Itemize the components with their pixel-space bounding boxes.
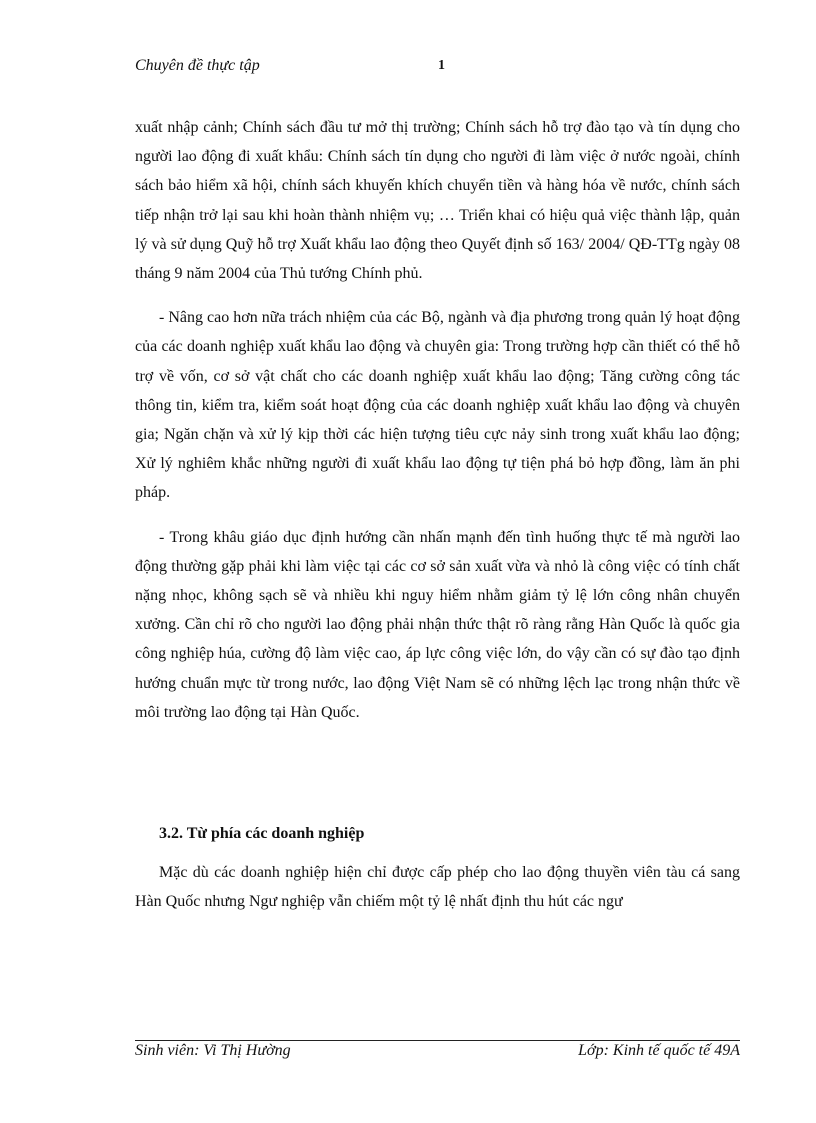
footer-student: Sinh viên: Vi Thị Hường	[135, 1042, 291, 1059]
section-heading: 3.2. Từ phía các doanh nghiệp	[159, 825, 365, 843]
header-title: Chuyên đề thực tập	[135, 57, 260, 74]
paragraph: - Trong khâu giáo dục định hướng cần nhấn mạnh đến tình huống thực tế mà người lao động thường gặp phải khi làm việc tại các cơ sở sản xuất vừa và nhỏ là công việc có tính chất nặng nhọc, không sạch sẽ và nhiều khi nguy hiểm nhằm giảm tỷ lệ lớn công nhân chuyển xưởng. Cần chỉ rõ cho người lao động phải nhận thức thật rõ ràng rằng Hàn Quốc là quốc gia công nghiệp húa, cường độ làm việc cao, áp lực công việc lớn, do vậy cần có sự đào tạo định hướng chuẩn mực từ trong nước, lao động Việt Nam sẽ có những lệch lạc trong nhận thức về môi trường lao động tại Hàn Quốc.	[135, 528, 740, 721]
page-number: 1	[438, 58, 445, 73]
footer-class: Lớp: Kinh tế quốc tế 49A	[578, 1042, 740, 1059]
paragraph: - Nâng cao hơn nữa trách nhiệm của các Bộ, ngành và địa phương trong quản lý hoạt động của các doanh nghiệp xuất khẩu lao động và chuyên gia: Trong trường hợp cần thiết có thể hỗ trợ về vốn, cơ sở vật chất cho các doanh nghiệp xuất khẩu lao động; Tăng cường công tác thông tin, kiểm tra, kiểm soát hoạt động của các doanh nghiệp xuất khẩu lao động và chuyên gia; Ngăn chặn và xử lý kịp thời các hiện tượng tiêu cực nảy sinh trong xuất khẩu lao động; Xử lý nghiêm khắc những người đi xuất khẩu lao động tự tiện phá bỏ hợp đồng, làm ăn phi pháp.	[135, 309, 740, 502]
document-body	[135, 113, 740, 916]
footer-divider	[135, 1040, 740, 1041]
paragraph: Mặc dù các doanh nghiệp hiện chỉ được cấp phép cho lao động thuyền viên tàu cá sang Hàn Quốc nhưng Ngư nghiệp vẫn chiếm một tỷ lệ nhất định thu hút các ngư	[135, 864, 740, 911]
paragraph: xuất nhập cảnh; Chính sách đầu tư mở thị trường; Chính sách hỗ trợ đào tạo và tín dụng cho người lao động đi xuất khẩu: Chính sách tín dụng cho người đi làm việc ở nước ngoài, chính sách bảo hiểm xã hội, chính sách khuyến khích chuyển tiền và hàng hóa về nước, chính sách tiếp nhận trở lại sau khi hoàn thành nhiệm vụ; … Triển khai có hiệu quả việc thành lập, quản lý và sử dụng Quỹ hỗ trợ Xuất khẩu lao động theo Quyết định số 163/ 2004/ QĐ-TTg ngày 08 tháng 9 năm 2004 của Thủ tướng Chính phủ.	[135, 119, 740, 283]
